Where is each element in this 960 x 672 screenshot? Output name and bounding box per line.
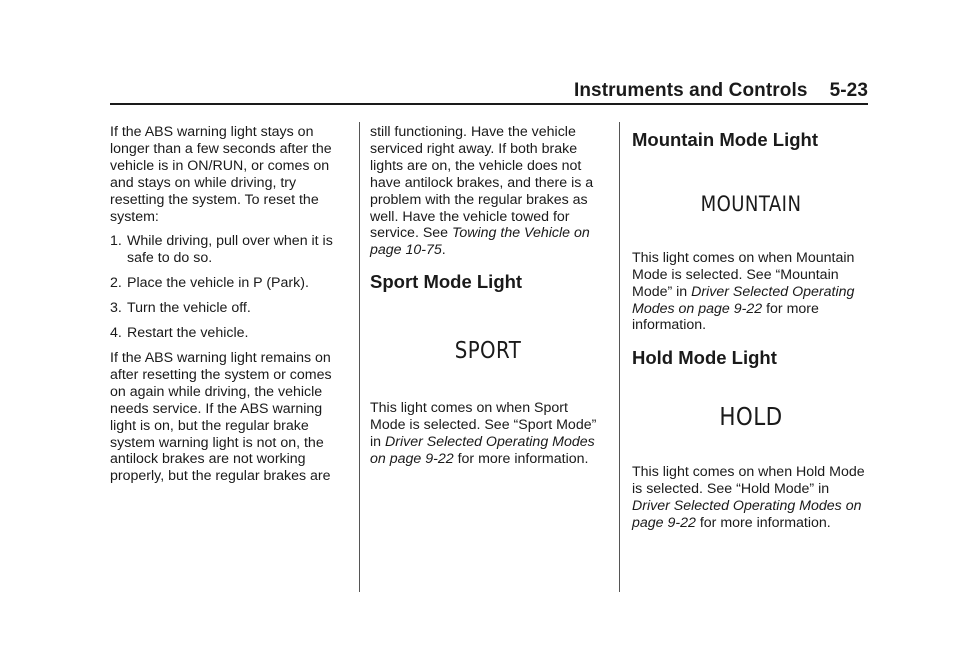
step-number: 3. (110, 300, 122, 317)
list-item (110, 233, 348, 267)
header-rule (110, 103, 868, 105)
column-divider (619, 122, 620, 592)
step-number: 4. (110, 325, 122, 342)
operating-modes-reference: Driver Selected Operating Modes on page 9-22 (370, 433, 595, 467)
abs-service-paragraph: If the ABS warning light remains on after resetting the system or comes on again while driving, the vehicle needs service. If the ABS warning light is on, but the regular brake system warning light is not on, the antilock brakes are not working properly, but the regular brakes are (110, 349, 332, 485)
mountain-mode-paragraph: This light comes on when Mountain Mode is selected. See “Mountain Mode” in Driver Selected Operating Modes on page 9-22 for more information. (632, 249, 855, 334)
towing-reference: Towing the Vehicle on page 10-75 (370, 225, 590, 259)
sport-mode-heading: Sport Mode Light (370, 271, 523, 293)
abs-intro-paragraph: If the ABS warning light stays on longer than a few seconds after the vehicle is in ON/RUN, or comes on and stays on while driving, try resetting the system. To reset the system: (110, 124, 332, 225)
column-3 (632, 124, 870, 540)
step-text: While driving, pull over when it is safe to do so. (127, 233, 333, 267)
page-number: 5-23 (829, 80, 868, 101)
list-item (110, 275, 348, 292)
column-1 (110, 124, 348, 493)
reset-steps-list (110, 233, 348, 342)
operating-modes-reference: Driver Selected Operating Modes on page 9-22 (632, 497, 862, 531)
step-text: Turn the vehicle off. (127, 300, 251, 317)
step-number: 2. (110, 275, 122, 292)
list-item (110, 325, 348, 342)
column-2 (370, 124, 606, 476)
hold-mode-icon: HOLD (719, 402, 783, 432)
sport-mode-icon: SPORT (454, 338, 522, 365)
sport-mode-paragraph: This light comes on when Sport Mode is selected. See “Sport Mode” in Driver Selected Operating Modes on page 9-22 for more information. (370, 400, 597, 467)
abs-continued-paragraph: still functioning. Have the vehicle serviced right away. If both brake lights are on, the vehicle does not have antilock brakes, and there is a problem with the regular brakes as well. Have the vehicle towed for service. See Towing the Vehicle on page 10-75. (370, 124, 594, 259)
mountain-mode-icon: MOUNTAIN (700, 191, 802, 216)
column-divider (359, 122, 360, 592)
hold-mode-paragraph: This light comes on when Hold Mode is selected. See “Hold Mode” in Driver Selected Operating Modes on page 9-22 for more information. (632, 464, 865, 531)
operating-modes-reference: Driver Selected Operating Modes on page 9-22 (632, 283, 855, 317)
mountain-mode-heading: Mountain Mode Light (632, 129, 818, 150)
page-header (110, 80, 868, 104)
section-title: Instruments and Controls (573, 80, 808, 101)
step-number: 1. (110, 233, 122, 250)
hold-mode-heading: Hold Mode Light (632, 347, 777, 369)
step-text: Restart the vehicle. (127, 325, 249, 342)
list-item (110, 300, 348, 317)
step-text: Place the vehicle in P (Park). (127, 275, 309, 292)
